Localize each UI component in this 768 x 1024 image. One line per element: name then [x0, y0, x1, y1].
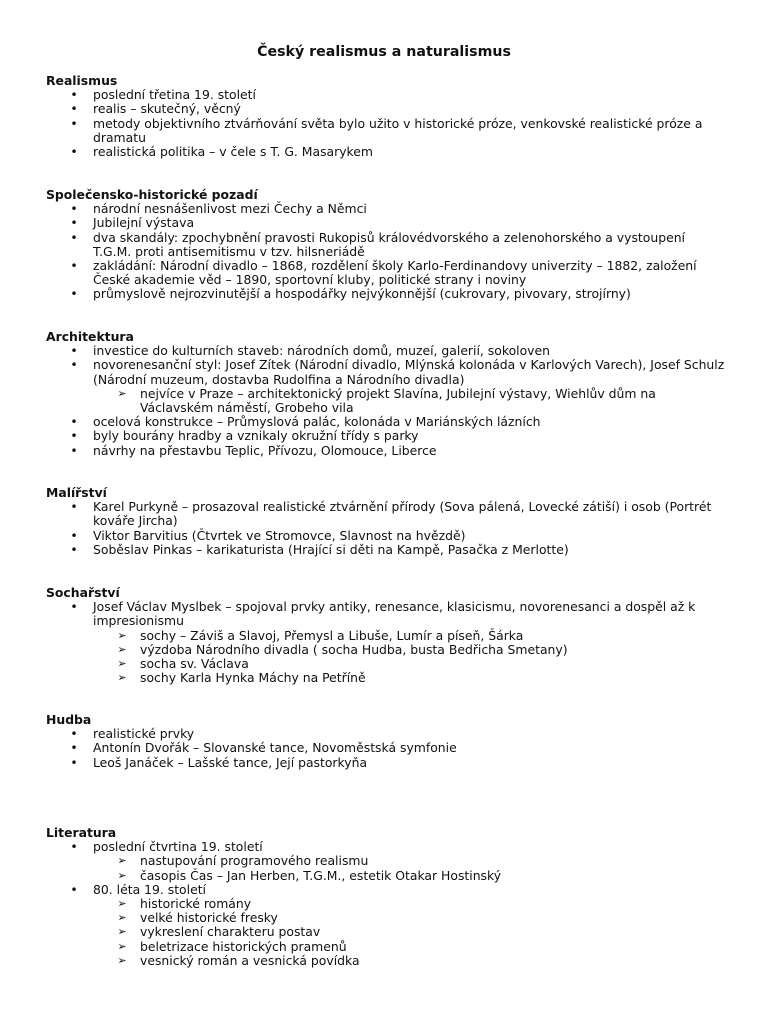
- list-item-text: poslední čtvrtina 19. století: [93, 839, 263, 855]
- list-item-text: poslední třetina 19. století: [93, 87, 256, 103]
- arrow-bullet-icon: ➢: [117, 911, 127, 925]
- list-item-text: Antonín Dvořák – Slovanské tance, Novoměstská symfonie: [93, 740, 457, 756]
- list-item: [46, 287, 726, 301]
- list-item: [46, 500, 726, 528]
- list-item: [46, 741, 726, 755]
- bullet-icon: •: [70, 115, 78, 131]
- bullet-icon: •: [70, 215, 78, 231]
- list-item: [46, 600, 726, 628]
- section-heading: Architektura: [46, 329, 134, 344]
- arrow-bullet-icon: ➢: [117, 939, 127, 953]
- section-malirstvi: [46, 486, 726, 557]
- sub-list-item-text: časopis Čas – Jan Herben, T.G.M., estetik Otakar Hostinský: [140, 867, 502, 883]
- arrow-bullet-icon: ➢: [117, 657, 127, 670]
- bullet-icon: •: [70, 229, 78, 245]
- arrow-bullet-icon: ➢: [117, 628, 127, 642]
- list-item-text: Jubilejní výstava: [93, 215, 195, 231]
- bullet-icon: •: [70, 357, 78, 373]
- bullet-icon: •: [70, 144, 78, 159]
- section-realismus: [46, 74, 726, 159]
- bullet-icon: •: [70, 839, 78, 855]
- list-item: [46, 88, 726, 102]
- section-spolecensko-historicke-pozadi: [46, 188, 726, 302]
- sub-list-item: [46, 897, 726, 911]
- bullet-icon: •: [70, 881, 78, 897]
- sub-list-item-text: nejvíce v Praze – architektonický projekt Slavína, Jubilejní výstavy, Wiehlův dům na Václavském náměstí, Grobeho vila: [140, 385, 656, 415]
- list-item-text: realistická politika – v čele s T. G. Masarykem: [93, 144, 373, 159]
- section-socharstvi: [46, 586, 726, 685]
- list-item-text: průmyslově nejrozvinutější a hospodářky nejvýkonnější (cukrovary, pivovary, strojírny): [93, 286, 631, 302]
- arrow-bullet-icon: ➢: [117, 642, 127, 656]
- sub-list-item: [46, 629, 726, 643]
- list-item-text: Josef Václav Myslbek – spojoval prvky antiky, renesance, klasicismu, novorenesanci a dospěl až k impresionismu: [93, 599, 696, 629]
- list-item-text: dva skandály: zpochybnění pravosti Rukopisů královédvorského a zelenohorského a vystoupení T.G.M. proti antisemitismu v tzv. hilsneriádě: [93, 229, 685, 259]
- list-item-text: zakládání: Národní divadlo – 1868, rozdělení školy Karlo-Ferdinandovy univerzity – 1882, založení České akademie věd – 1890, sportovní kluby, politické strany i noviny: [93, 258, 697, 288]
- list-item: [46, 727, 726, 741]
- sub-list-item-text: vykreslení charakteru postav: [140, 924, 321, 940]
- list-item: [46, 102, 726, 116]
- list-item: [46, 202, 726, 216]
- sub-list-item: [46, 954, 726, 968]
- bullet-icon: •: [70, 754, 78, 770]
- list-item-text: národní nesnášenlivost mezi Čechy a Němci: [93, 201, 367, 217]
- sub-list-item-text: sochy – Záviš a Slavoj, Přemysl a Libuše, Lumír a píseň, Šárka: [140, 627, 524, 643]
- list-item: [46, 358, 726, 386]
- list-item: [46, 543, 726, 557]
- list-item: [46, 344, 726, 358]
- bullet-icon: •: [70, 499, 78, 515]
- list-item-text: Leoš Janáček – Lašské tance, Její pastorkyňa: [93, 754, 368, 770]
- list-item-text: byly bourány hradby a vznikaly okružní třídy s parky: [93, 428, 419, 444]
- sub-list-item-text: socha sv. Václava: [140, 656, 249, 671]
- list-item: [46, 429, 726, 443]
- sub-list-item: [46, 940, 726, 954]
- list-item: [46, 145, 726, 159]
- arrow-bullet-icon: ➢: [117, 868, 127, 882]
- section-architektura: [46, 330, 726, 458]
- list-item-text: novorenesanční styl: Josef Zítek (Národní divadlo, Mlýnská kolonáda v Karlových Varech), Josef Schulz (Národní muzeum, dostavba Rudolfina a Národního divadla): [93, 357, 725, 387]
- bullet-icon: •: [70, 87, 78, 103]
- section-heading: Literatura: [46, 825, 117, 840]
- bullet-icon: •: [70, 101, 78, 117]
- bullet-icon: •: [70, 442, 78, 458]
- arrow-bullet-icon: ➢: [117, 386, 127, 400]
- list-item: [46, 415, 726, 429]
- arrow-bullet-icon: ➢: [117, 953, 127, 967]
- section-heading: Realismus: [46, 73, 118, 88]
- sub-list-item: [46, 854, 726, 868]
- sub-list-item: [46, 657, 726, 671]
- list-item-text: 80. léta 19. století: [93, 881, 207, 897]
- list-item: [46, 117, 726, 145]
- list-item: [46, 259, 726, 287]
- list-item-text: investice do kulturních staveb: národních domů, muzeí, galerií, sokoloven: [93, 343, 550, 359]
- sub-list-item: [46, 387, 726, 415]
- bullet-icon: •: [70, 726, 78, 742]
- list-item-text: realis – skutečný, věcný: [93, 101, 241, 117]
- sub-list-item-text: výzdoba Národního divadla ( socha Hudba, busta Bedřicha Smetany): [140, 641, 568, 657]
- sub-list-item-text: nastupování programového realismu: [140, 853, 369, 869]
- list-item-text: Viktor Barvitius (Čtvrtek ve Stromovce, Slavnost na hvězdě): [93, 527, 466, 543]
- list-item: [46, 216, 726, 230]
- section-hudba: [46, 713, 726, 770]
- list-item: [46, 883, 726, 897]
- sub-list-item: [46, 911, 726, 925]
- sub-list-item: [46, 869, 726, 883]
- bullet-icon: •: [70, 343, 78, 359]
- arrow-bullet-icon: ➢: [117, 854, 127, 868]
- list-item-text: Soběslav Pinkas – karikaturista (Hrající si děti na Kampě, Pasačka z Merlotte): [93, 541, 569, 557]
- bullet-icon: •: [70, 541, 78, 557]
- section-literatura: [46, 826, 726, 968]
- section-heading: Sochařství: [46, 585, 120, 600]
- arrow-bullet-icon: ➢: [117, 925, 127, 939]
- list-item: [46, 756, 726, 770]
- section-heading: Společensko-historické pozadí: [46, 187, 258, 202]
- list-item: [46, 529, 726, 543]
- arrow-bullet-icon: ➢: [117, 671, 127, 685]
- list-item-text: Karel Purkyně – prosazoval realistické ztvárnění přírody (Sova pálená, Lovecké zátiší) i osob (Portrét kováře Jircha): [93, 499, 712, 529]
- sub-list-item-text: vesnický román a vesnická povídka: [140, 952, 360, 968]
- list-item: [46, 840, 726, 854]
- list-item-text: ocelová konstrukce – Průmyslová palác, kolonáda v Mariánských lázních: [93, 414, 541, 430]
- bullet-icon: •: [70, 414, 78, 430]
- bullet-icon: •: [70, 201, 78, 217]
- sub-list-item: [46, 643, 726, 657]
- sub-list-item: [46, 671, 726, 685]
- page-title: Český realismus a naturalismus: [257, 44, 511, 60]
- sub-list-item-text: sochy Karla Hynka Máchy na Petříně: [140, 670, 366, 686]
- bullet-icon: •: [70, 428, 78, 444]
- bullet-icon: •: [70, 258, 78, 273]
- section-heading: Malířství: [46, 485, 107, 500]
- sub-list-item-text: velké historické fresky: [140, 910, 278, 926]
- section-heading: Hudba: [46, 712, 92, 727]
- list-item-text: návrhy na přestavbu Teplic, Přívozu, Olomouce, Liberce: [93, 442, 437, 458]
- list-item: [46, 444, 726, 458]
- sub-list-item-text: beletrizace historických pramenů: [140, 938, 347, 954]
- list-item-text: metody objektivního ztvárňování světa bylo užito v historické próze, venkovské realistické próze a dramatu: [93, 115, 703, 145]
- bullet-icon: •: [70, 740, 78, 756]
- bullet-icon: •: [70, 527, 78, 543]
- list-item-text: realistické prvky: [93, 726, 195, 742]
- sub-list-item: [46, 925, 726, 939]
- arrow-bullet-icon: ➢: [117, 897, 127, 910]
- sub-list-item-text: historické romány: [140, 896, 252, 911]
- bullet-icon: •: [70, 599, 78, 615]
- list-item: [46, 231, 726, 259]
- bullet-icon: •: [70, 286, 78, 302]
